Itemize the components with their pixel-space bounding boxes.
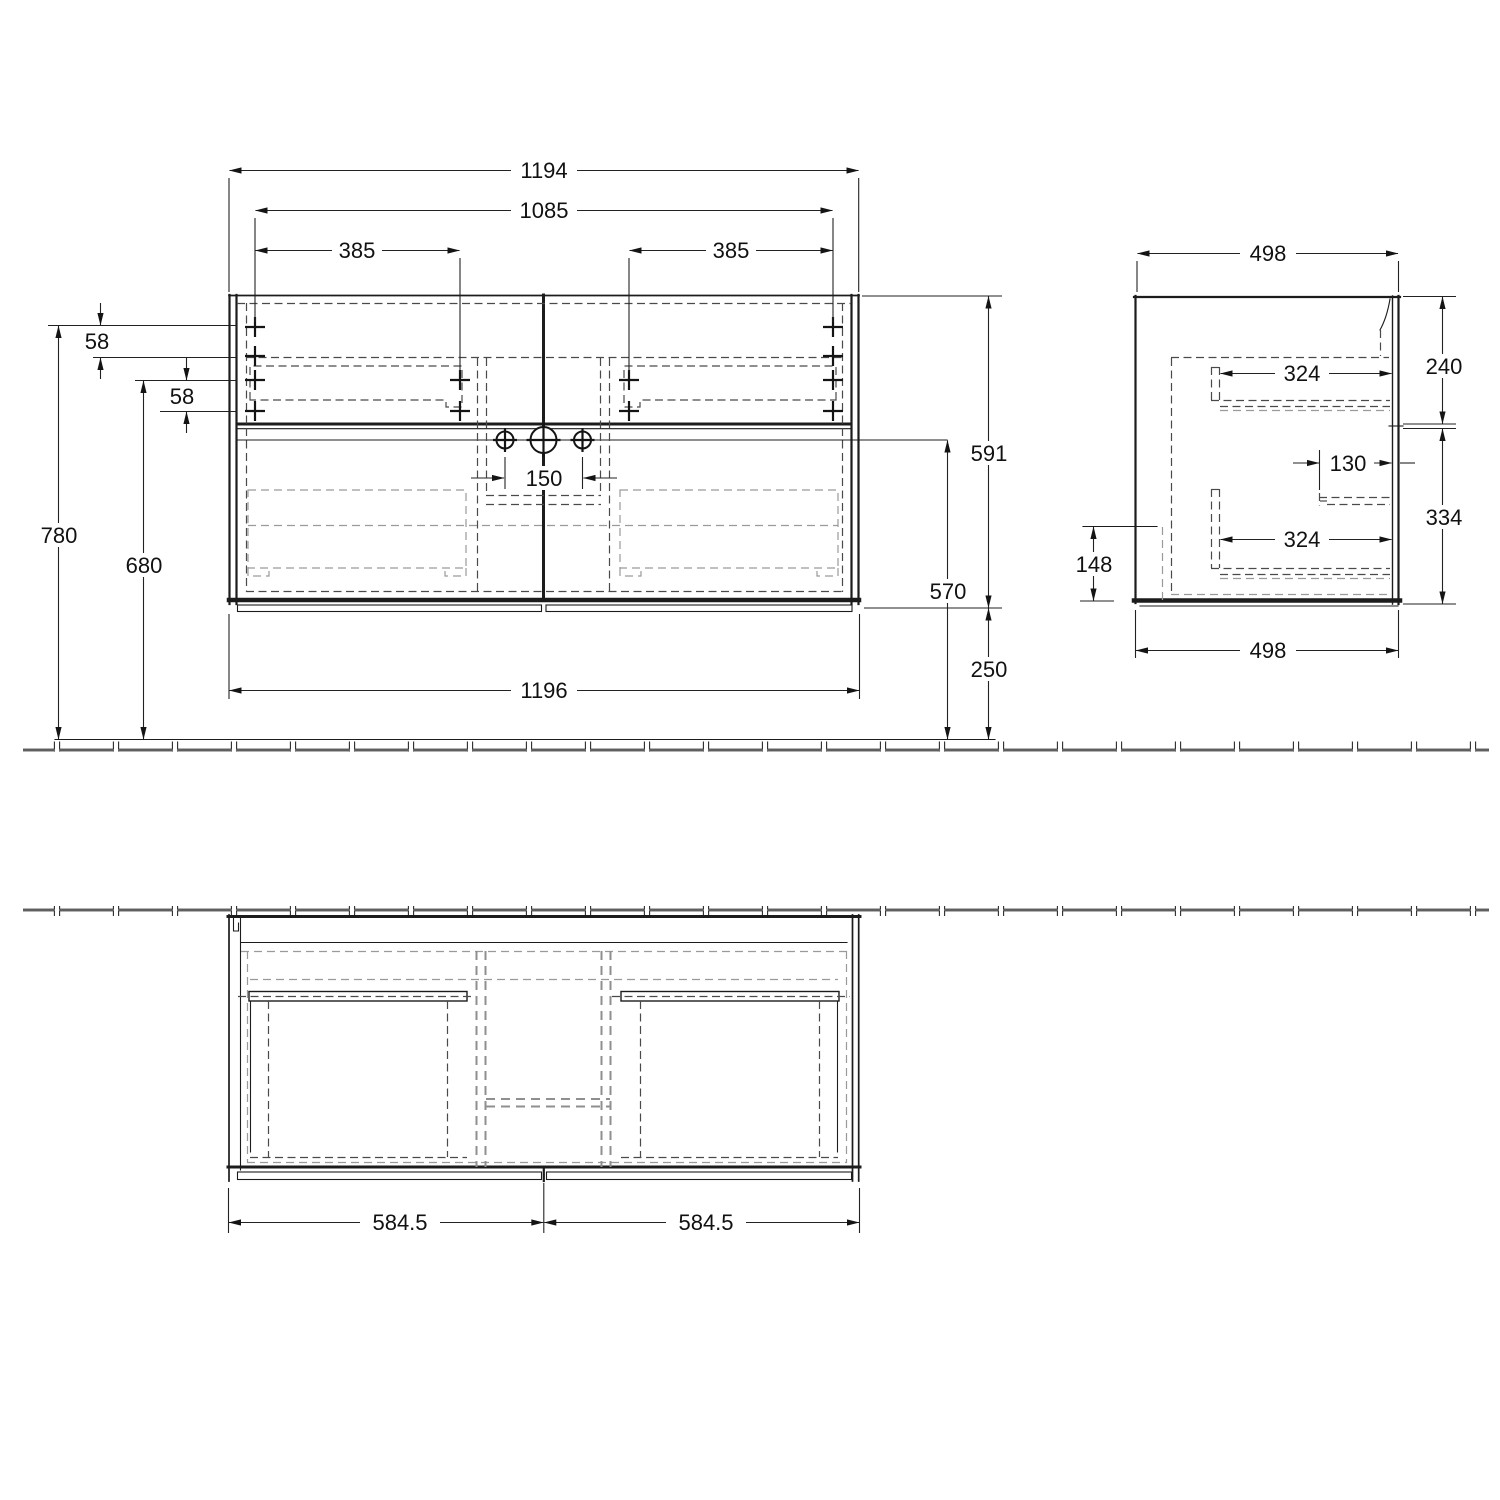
dim-label: 780 <box>40 523 78 548</box>
upper-drawer-hidden-left <box>250 366 462 407</box>
dim-rear-cutout-148 <box>1068 527 1120 601</box>
dim-front-hole-span-left <box>256 238 461 372</box>
dim-label: 240 <box>1425 354 1463 379</box>
front-bracket-detail <box>1319 493 1390 506</box>
lower-drawer-hidden-right <box>620 490 838 568</box>
dim-label: 150 <box>525 466 563 491</box>
dim-side-upper-240 <box>1403 297 1471 425</box>
front-view <box>33 158 1014 739</box>
mounting-cross <box>619 370 639 390</box>
dim-label: 1085 <box>519 198 569 223</box>
dim-label: 334 <box>1425 505 1463 530</box>
mounting-cross <box>823 401 843 421</box>
dim-label: 498 <box>1249 638 1287 663</box>
dim-label: 570 <box>929 579 967 604</box>
dim-side-depth-top <box>1137 241 1399 292</box>
dim-runner-lower-324 <box>1221 527 1392 552</box>
dim-label: 591 <box>970 441 1008 466</box>
dim-label: 250 <box>970 657 1008 682</box>
side-view <box>1068 241 1471 663</box>
dim-deck-to-floor-570 <box>923 441 973 740</box>
dim-cabinet-height-591 <box>862 296 1014 608</box>
mounting-cross <box>823 370 843 390</box>
dim-label: 680 <box>125 553 163 578</box>
dim-label: 385 <box>712 238 750 263</box>
dim-label: 130 <box>1329 451 1367 476</box>
dim-front-height-680 <box>118 381 170 739</box>
dim-label: 584.5 <box>372 1210 428 1235</box>
dim-runner-upper-324 <box>1221 361 1392 386</box>
mounting-cross <box>450 401 470 421</box>
dim-front-hole-span-right <box>629 238 833 372</box>
dim-plan-half-right <box>544 1188 859 1235</box>
dim-label: 324 <box>1283 361 1321 386</box>
dim-front-width-base <box>229 614 860 703</box>
siphon-channel <box>477 951 611 1167</box>
dim-floor-clearance-250 <box>964 609 1014 740</box>
dim-side-lower-334 <box>1403 429 1471 605</box>
dim-label: 324 <box>1283 527 1321 552</box>
mounting-cross <box>823 346 843 366</box>
dim-front-offset-row1 <box>48 303 237 379</box>
dim-label: 1194 <box>520 158 568 183</box>
dim-label: 498 <box>1249 241 1287 266</box>
dim-label: 148 <box>1075 552 1113 577</box>
dim-plan-half-left <box>229 1183 544 1235</box>
floor-hatch-band <box>23 740 1489 752</box>
mounting-cross <box>619 401 639 421</box>
plan-view <box>228 915 860 1235</box>
dim-front-offset-row2 <box>135 358 237 433</box>
dim-front-offset-130 <box>1293 450 1415 490</box>
dim-label: 58 <box>84 329 110 354</box>
wall-bracket-detail <box>234 917 239 931</box>
lower-drawer-hidden-left <box>248 490 466 568</box>
dim-label: 385 <box>338 238 376 263</box>
dim-side-depth-bottom <box>1136 610 1399 663</box>
mounting-cross <box>245 346 265 366</box>
dim-label: 58 <box>169 384 195 409</box>
mounting-cross <box>245 401 265 421</box>
mounting-cross <box>450 370 470 390</box>
dim-front-height-780 <box>33 326 85 739</box>
dim-label: 1196 <box>520 678 568 703</box>
dim-label: 584.5 <box>678 1210 734 1235</box>
mounting-cross <box>245 370 265 390</box>
dim-front-width-outer <box>229 158 859 292</box>
tap-hole-markers <box>493 423 595 457</box>
wall-hatch-band <box>23 906 1489 916</box>
upper-drawer-hidden-right <box>624 366 836 407</box>
